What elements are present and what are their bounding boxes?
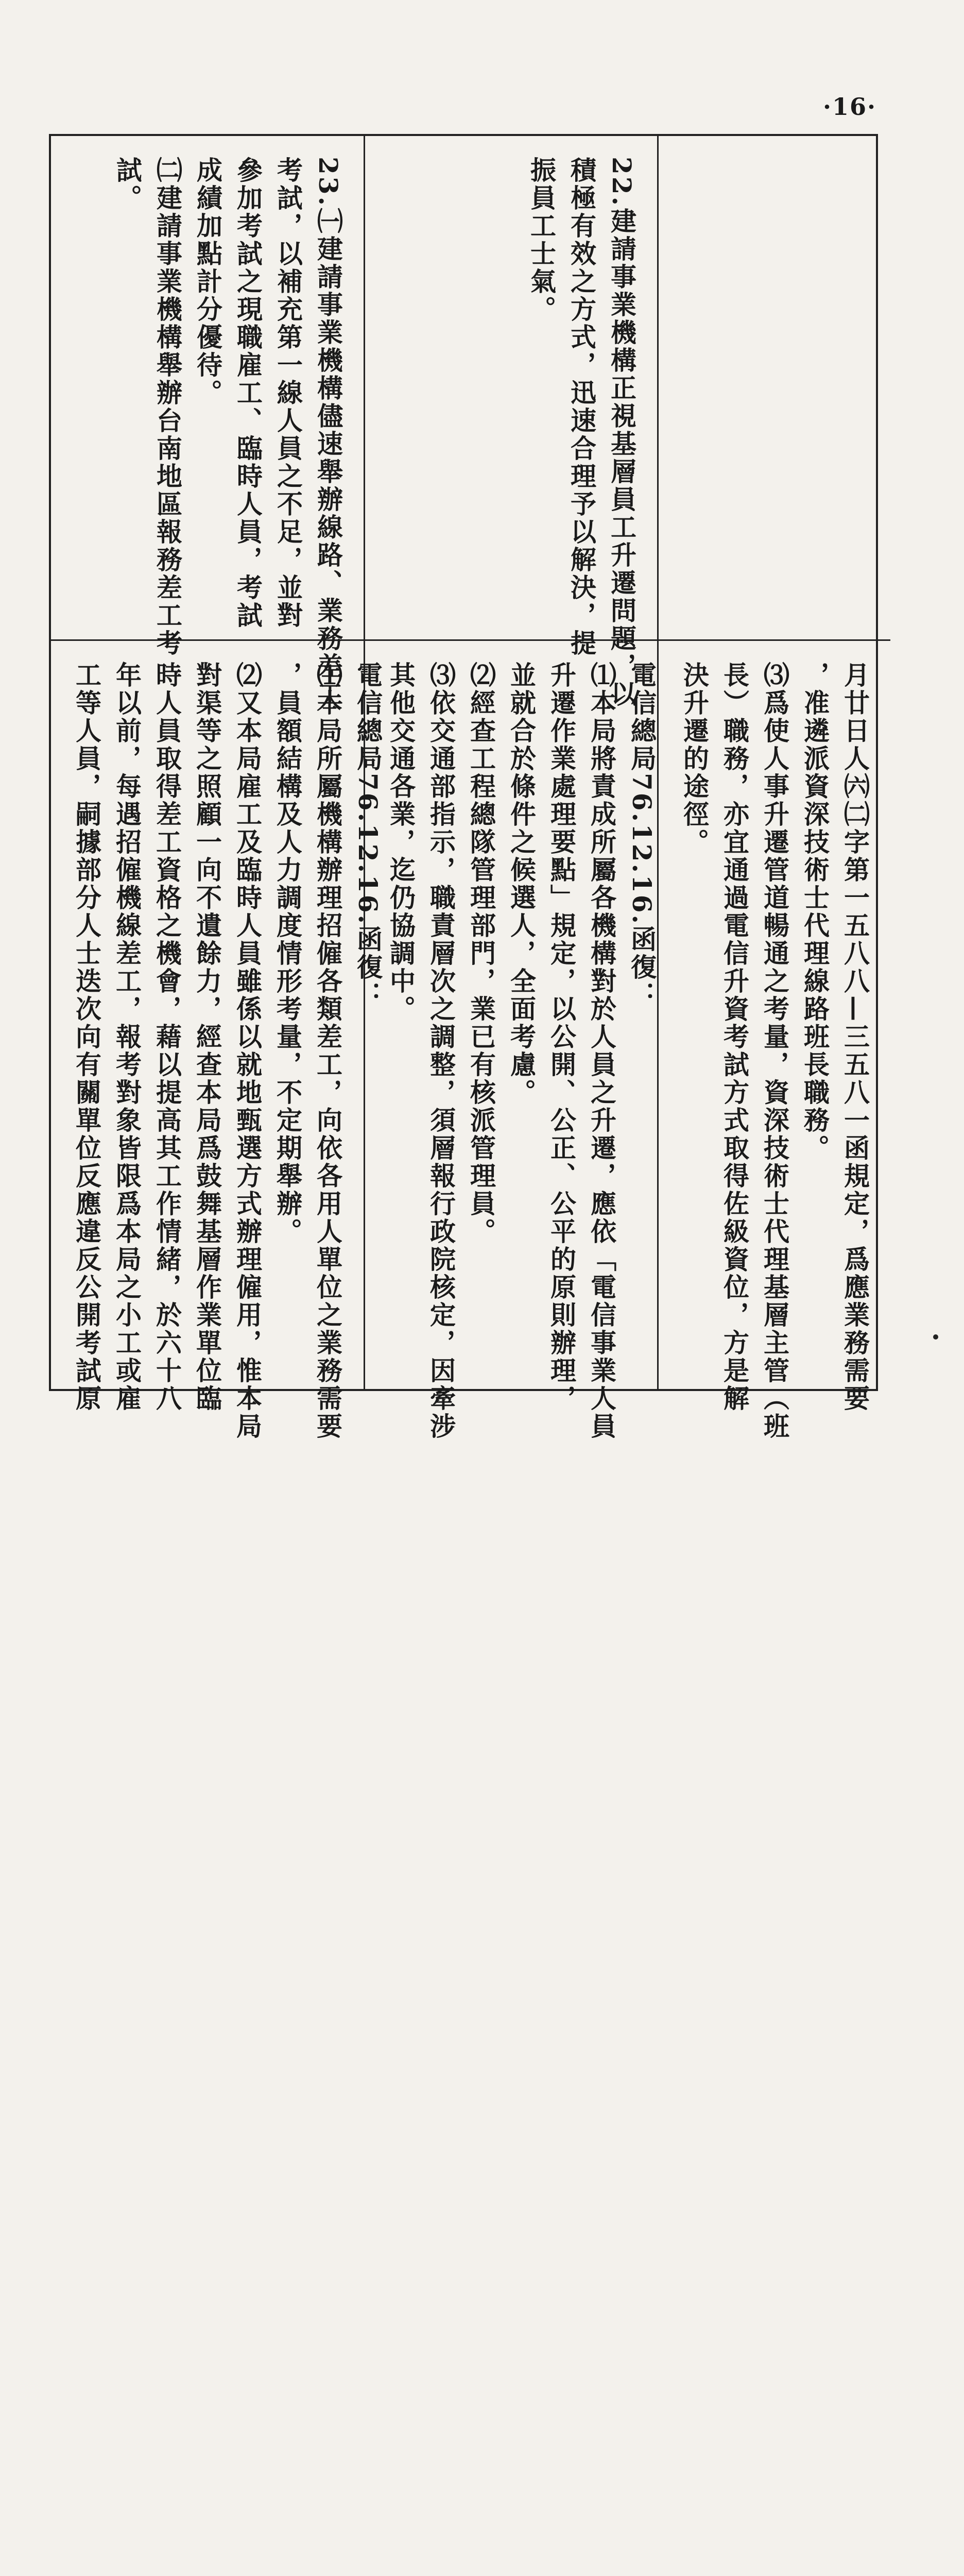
margin-dot: [933, 1334, 938, 1340]
cell-bottom-middle: [365, 641, 659, 1440]
text-line: ⑶依交通部指示，職責層次之調整，須層報行政院核定，因牽涉: [426, 662, 456, 1440]
text-line: 考試，以補充第一線人員之不足，並對: [273, 157, 303, 630]
text-line: ，員額結構及人力調度情形考量，不定期舉辦。: [272, 662, 303, 1246]
text-line: ⑵又本局雇工及臨時人員雖係以就地甄選方式辦理僱用，惟本局: [232, 662, 263, 1440]
text-line: 振員工士氣。: [526, 157, 557, 324]
text-line: 決升遷的途徑。: [679, 662, 710, 856]
cell-bottom-left: [51, 641, 383, 1440]
cell-top-left: [51, 136, 365, 708]
text-line: 22.建請事業機構正視基層員工升遷問題，以: [607, 157, 637, 708]
text-line: 積極有效之方式，迅速合理予以解決，提: [566, 157, 597, 657]
text-line: 參加考試之現職雇工、臨時人員，考試: [233, 157, 263, 630]
text-line: 升遷作業處理要點」規定，以公開、公正、公平的原則辦理，: [546, 662, 577, 1413]
text-line: 並就合於條件之候選人，全面考慮。: [506, 662, 537, 1107]
text-line: 長）職務，亦宜通過電信升資考試方式取得佐級資位，方是解: [719, 662, 750, 1413]
reply-23-text: [66, 662, 388, 1440]
cell-bottom-right: [659, 641, 890, 1440]
text-line: ⑴本局所屬機構辦理招僱各類差工，向依各用人單位之業務需要: [313, 662, 343, 1440]
document-table: [49, 134, 878, 1440]
text-line: 其他交通各業，迄仍協調中。: [386, 662, 416, 1023]
text-line: 對渠等之照顧一向不遺餘力，經查本局爲鼓舞基層作業單位臨: [192, 662, 222, 1413]
text-line: 工等人員，嗣據部分人士迭次向有關單位反應違反公開考試原: [72, 662, 102, 1413]
text-line: 時人員取得差工資格之機會，藉以提高其工作情緒，於六十八: [152, 662, 182, 1413]
proposal-22-text: [521, 157, 642, 708]
text-line: ㈡建請事業機構舉辦台南地區報務差工考: [152, 157, 183, 657]
page-number: ·16·: [822, 93, 876, 121]
text-line: ，准遴派資深技術士代理線路班長職務。: [800, 662, 830, 1162]
text-line: ⑶爲使人事升遷管道暢通之考量，資深技術士代理基層主管（班: [760, 662, 790, 1440]
cell-top-right: [659, 136, 890, 641]
reply-22-text: [381, 662, 662, 1440]
text-line: ⑵經查工程總隊管理部門，業已有核派管理員。: [466, 662, 496, 1246]
text-line: 電信總局76.12.16.函復：: [627, 662, 657, 1009]
reply-21-continued-text: [674, 662, 875, 1440]
proposal-23-text: [107, 157, 348, 708]
cell-top-middle: [365, 136, 659, 708]
text-line: 23.㈠建請事業機構儘速舉辦線路、業務差工: [313, 157, 343, 708]
text-line: 月廿日人㈥㈡字第一五八八—三五八一函規定，爲應業務需要: [840, 662, 870, 1413]
text-line: 電信總局76.12.16.函復：: [353, 662, 383, 1009]
text-line: ⑴本局將責成所屬各機構對於人員之升遷，應依「電信事業人員: [587, 662, 617, 1440]
text-line: 成績加點計分優待。: [193, 157, 223, 407]
text-line: 年以前，每遇招僱機線差工，報考對象皆限爲本局之小工或雇: [112, 662, 142, 1413]
text-line: 試。: [112, 157, 143, 212]
